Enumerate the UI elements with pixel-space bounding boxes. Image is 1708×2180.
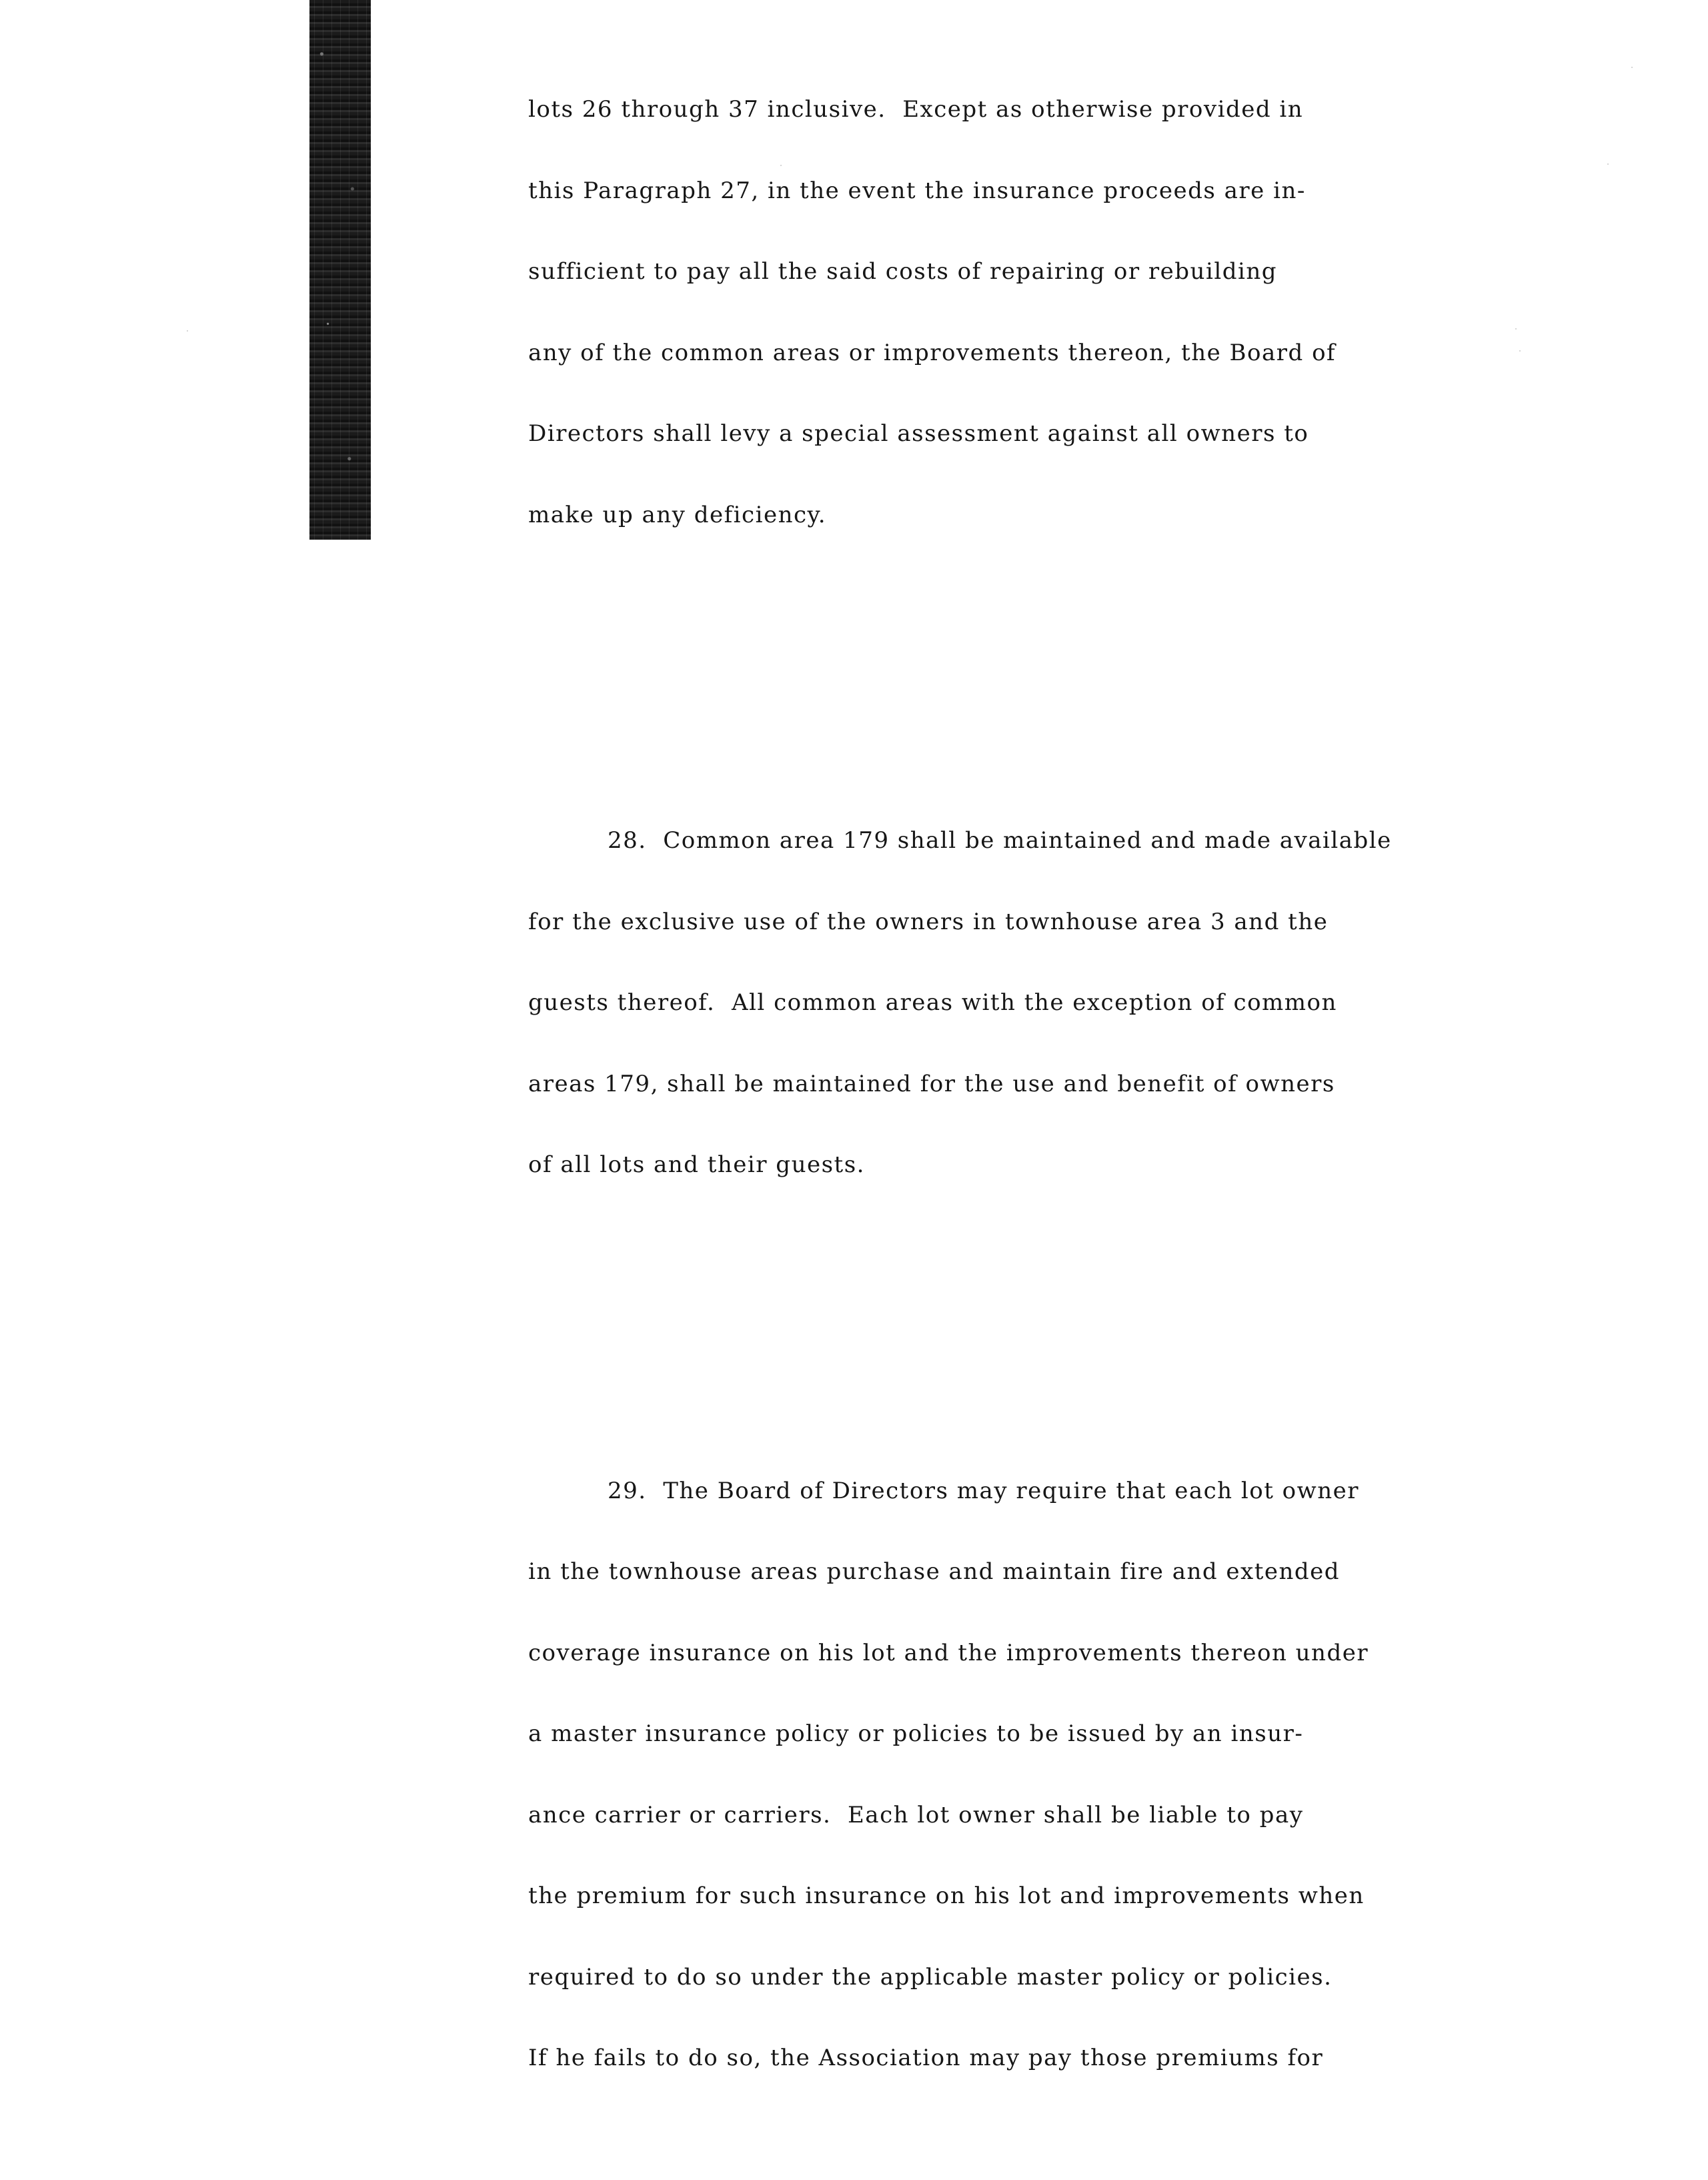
text-line: If he fails to do so, the Association may pay those premiums for xyxy=(528,2045,1324,2071)
text-line: for the exclusive use of the owners in townhouse area 3 and the xyxy=(528,908,1329,935)
text-line: coverage insurance on his lot and the improvements thereon under xyxy=(528,1639,1369,1666)
text-line: this Paragraph 27, in the event the insurance proceeds are in- xyxy=(528,177,1306,204)
scan-speck xyxy=(780,165,782,166)
text-line: required to do so under the applicable master policy or policies. xyxy=(528,1963,1333,1991)
scan-speck xyxy=(1519,350,1521,352)
text-line xyxy=(528,1478,1555,1505)
scan-speck xyxy=(1631,67,1633,68)
text-line: ance carrier or carriers. Each lot owner shall be liable to pay xyxy=(528,1801,1304,1828)
paragraph-first-line-text: The Board of Directors may require that each lot owner xyxy=(663,1477,1360,1504)
scan-speck xyxy=(1607,163,1609,165)
text-line xyxy=(528,827,1555,855)
scan-speck xyxy=(187,330,188,332)
paragraph-number: 29. xyxy=(608,1477,647,1504)
text-line: lots 26 through 37 inclusive. Except as otherwise provided in xyxy=(528,96,1304,123)
document-text xyxy=(528,0,1555,2180)
text-line: Directors shall levy a special assessment against all owners to xyxy=(528,420,1309,447)
paragraph-29 xyxy=(528,1424,1555,2126)
text-line: in the townhouse areas purchase and maintain fire and extended xyxy=(528,1558,1341,1585)
paragraph-27-continuation xyxy=(528,42,1555,582)
paragraph-first-line-text: Common area 179 shall be maintained and made available xyxy=(663,827,1392,854)
text-line: sufficient to pay all the said costs of repairing or rebuilding xyxy=(528,258,1277,285)
scan-speck xyxy=(1515,328,1517,330)
text-line: the premium for such insurance on his lot and improvements when xyxy=(528,1882,1365,1909)
paragraph-28 xyxy=(528,773,1555,1233)
paragraph-number: 28. xyxy=(608,827,647,854)
text-line: make up any deficiency. xyxy=(528,501,827,528)
paragraph-spacing xyxy=(528,1313,1555,1342)
binding-strip xyxy=(309,0,371,540)
text-line: guests thereof. All common areas with the exception of common xyxy=(528,989,1337,1016)
text-line: a master insurance policy or policies to be issued by an insur- xyxy=(528,1720,1304,1747)
text-line: of all lots and their guests. xyxy=(528,1151,865,1178)
text-line: any of the common areas or improvements thereon, the Board of xyxy=(528,339,1337,366)
paragraph-spacing xyxy=(528,664,1555,692)
text-line: areas 179, shall be maintained for the use and benefit of owners xyxy=(528,1070,1335,1097)
